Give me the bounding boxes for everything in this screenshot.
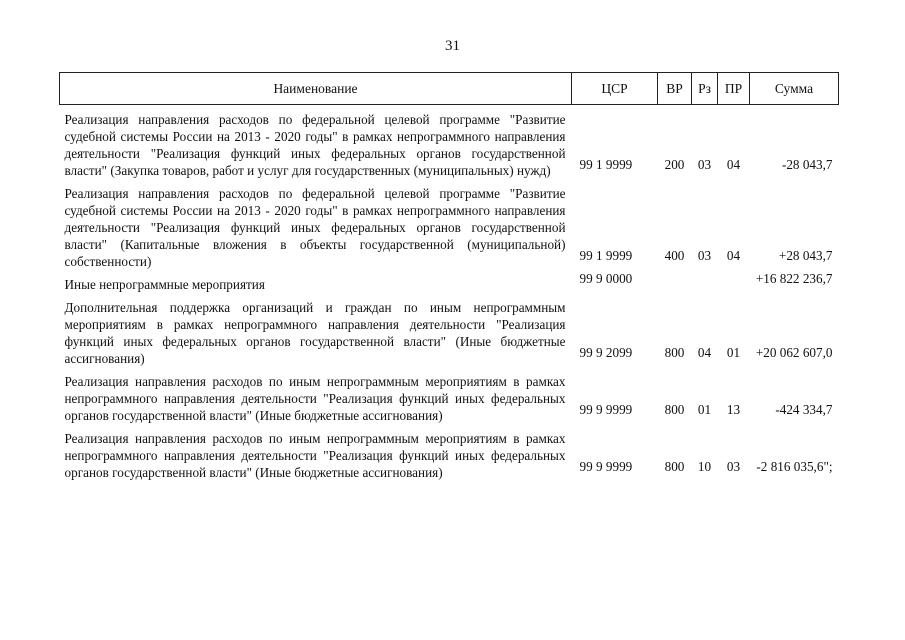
row-pr: 01 bbox=[726, 345, 741, 360]
row-name: Дополнительная поддержка организаций и граждан по иным непрограммным мероприятиям в рамках непрограммного направления деятельности "Реализация функций иных федеральных органов государственной власти" (Иные бюджетные ассигнования) bbox=[64, 300, 566, 366]
table-header-row bbox=[60, 73, 839, 105]
row-sum: -28 043,7 bbox=[781, 157, 833, 172]
row-sum: -2 816 035,6"; bbox=[756, 459, 833, 474]
header-csr: ЦСР bbox=[572, 73, 658, 105]
row-sum: -424 334,7 bbox=[775, 402, 833, 417]
row-vr: 800 bbox=[664, 402, 685, 417]
row-sum: +28 043,7 bbox=[778, 248, 833, 263]
row-rz: 03 bbox=[697, 248, 712, 263]
row-csr: 99 9 9999 bbox=[579, 402, 633, 417]
header-pr: ПР bbox=[718, 73, 750, 105]
row-csr: 99 9 2099 bbox=[579, 345, 633, 360]
row-rz: 01 bbox=[697, 402, 712, 417]
row-sum: +20 062 607,0 bbox=[755, 345, 833, 360]
row-pr: 04 bbox=[726, 248, 741, 263]
row-pr: 13 bbox=[726, 402, 741, 417]
table-row bbox=[60, 293, 839, 367]
row-name: Иные непрограммные мероприятия bbox=[64, 277, 265, 292]
header-name: Наименование bbox=[60, 73, 572, 105]
row-rz: 03 bbox=[697, 157, 712, 172]
row-pr: 03 bbox=[726, 459, 741, 474]
row-csr: 99 1 9999 bbox=[579, 157, 633, 172]
row-vr: 800 bbox=[664, 459, 685, 474]
header-vr: ВР bbox=[658, 73, 692, 105]
row-csr: 99 9 9999 bbox=[579, 459, 633, 474]
table-row bbox=[60, 179, 839, 270]
header-sum: Сумма bbox=[750, 73, 839, 105]
row-pr: 04 bbox=[726, 157, 741, 172]
row-rz: 04 bbox=[697, 345, 712, 360]
row-name: Реализация направления расходов по иным непрограммным мероприятиям в рамках непрограммного направления деятельности "Реализация функций иных федеральных органов государственной власти" (Иные бюджетные ассигнования) bbox=[64, 374, 566, 423]
row-csr: 99 9 0000 bbox=[579, 271, 633, 286]
row-rz: 10 bbox=[697, 459, 712, 474]
row-sum: +16 822 236,7 bbox=[755, 271, 833, 286]
row-csr: 99 1 9999 bbox=[579, 248, 633, 263]
row-name: Реализация направления расходов по федеральной целевой программе "Развитие судебной системы России на 2013 - 2020 годы" в рамках непрограммного направления деятельности "Реализация функций иных федеральных органов государственной власти" (Закупка товаров, работ и услуг для государственных (муниципальных) нужд) bbox=[64, 112, 566, 178]
row-vr: 800 bbox=[664, 345, 685, 360]
page-number: 31 bbox=[445, 38, 460, 54]
table-row bbox=[60, 367, 839, 424]
table-row bbox=[60, 424, 839, 481]
table-row bbox=[60, 105, 839, 180]
table-row bbox=[60, 270, 839, 293]
row-vr bbox=[658, 270, 692, 293]
row-pr bbox=[718, 270, 750, 293]
row-name: Реализация направления расходов по иным непрограммным мероприятиям в рамках непрограммного направления деятельности "Реализация функций иных федеральных органов государственной власти" (Иные бюджетные ассигнования) bbox=[64, 431, 566, 480]
row-rz bbox=[692, 270, 718, 293]
row-vr: 200 bbox=[664, 157, 685, 172]
budget-table bbox=[59, 72, 839, 481]
row-name: Реализация направления расходов по федеральной целевой программе "Развитие судебной системы России на 2013 - 2020 годы" в рамках непрограммного направления деятельности "Реализация функций иных федеральных органов государственной власти" (Капитальные вложения в объекты государственной (муниципальной) собственности) bbox=[64, 186, 566, 269]
header-rz: Рз bbox=[692, 73, 718, 105]
row-vr: 400 bbox=[664, 248, 685, 263]
